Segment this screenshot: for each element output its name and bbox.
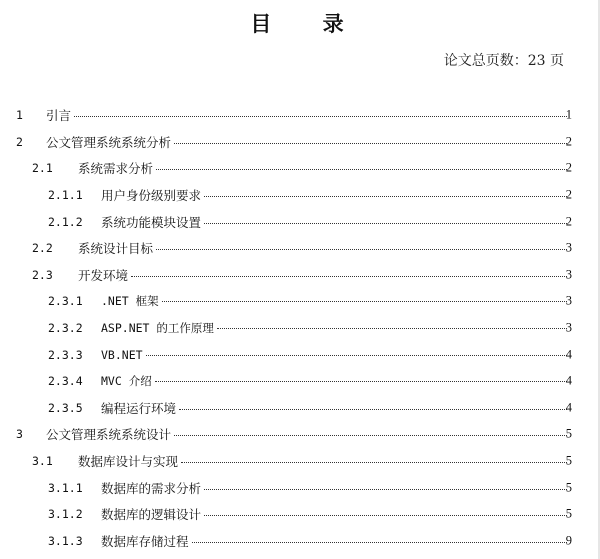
- page-title: 目 录: [250, 11, 366, 36]
- toc-entry-page-number: 2: [565, 214, 572, 229]
- toc-entry-number: 1: [16, 108, 23, 123]
- toc-entry-page-number: 4: [565, 373, 572, 388]
- dot-leader: [156, 169, 567, 170]
- toc-entry-label: 系统设计目标: [78, 241, 154, 257]
- toc-entry-line: [101, 373, 570, 389]
- toc-entry-line: [101, 505, 570, 523]
- toc-entry-page-number: 3: [565, 240, 572, 255]
- dot-leader: [162, 301, 567, 302]
- toc-entry-page-number: 5: [565, 453, 572, 468]
- toc-entry[interactable]: [0, 288, 600, 315]
- toc-entry-label: 编程运行环境: [101, 400, 177, 416]
- toc-entry-number: 2.3.5: [48, 400, 83, 415]
- dot-leader: [131, 276, 567, 277]
- toc-entry-label: 用户身份级别要求: [101, 188, 202, 204]
- toc-entry-page-number: 5: [565, 426, 572, 441]
- toc-entry-page-number: 4: [565, 347, 572, 362]
- toc-entry[interactable]: [0, 129, 600, 156]
- toc-entry-number: 3.1: [32, 454, 53, 469]
- toc-entry-number: 3.1.3: [48, 533, 83, 548]
- toc-entry-page-number: 2: [565, 134, 572, 149]
- dot-leader: [174, 435, 567, 436]
- toc-entry-number: 3: [16, 427, 23, 442]
- total-pages-label: 论文总页数：23 页: [443, 53, 564, 69]
- dot-leader: [156, 249, 567, 250]
- toc-entry-number: 2.2: [32, 241, 53, 256]
- dot-leader: [146, 355, 567, 356]
- toc-entry-label: 开发环境: [78, 267, 129, 283]
- toc-entry-line: [78, 159, 570, 177]
- toc-entry-label: 数据库的逻辑设计: [101, 507, 202, 523]
- toc-entry[interactable]: [0, 501, 600, 528]
- toc-entry-page-number: 5: [565, 480, 572, 495]
- toc-entry-number: 2.3.2: [48, 321, 83, 336]
- toc-entry-number: 2.3.3: [48, 347, 83, 362]
- toc-entry-number: 2.1.1: [48, 188, 83, 203]
- toc-entry-page-number: 5: [565, 506, 572, 521]
- toc-entry-line: [78, 266, 570, 284]
- toc-entry-label: VB.NET: [101, 347, 143, 362]
- toc-entry-number: 2.1: [32, 161, 53, 176]
- toc-entry-number: 2.3.1: [48, 294, 83, 309]
- toc-entry-label: ASP.NET 的工作原理: [101, 321, 214, 336]
- dot-leader: [217, 328, 567, 329]
- toc-entry[interactable]: [0, 235, 600, 262]
- dot-leader: [204, 515, 567, 516]
- dot-leader: [74, 116, 567, 117]
- toc-entry[interactable]: [0, 448, 600, 475]
- dot-leader: [174, 143, 567, 144]
- dot-leader: [179, 409, 567, 410]
- toc-entry[interactable]: [0, 208, 600, 235]
- toc-entry-line: [101, 348, 570, 362]
- toc-entry-line: [78, 452, 570, 470]
- toc-entry-label: MVC 介绍: [101, 374, 152, 389]
- toc-entry-number: 2.3: [32, 267, 53, 282]
- toc-entry-line: [46, 133, 570, 151]
- toc-entry-line: [101, 532, 570, 550]
- toc-entry[interactable]: [0, 262, 600, 289]
- toc-entry-line: [101, 399, 570, 417]
- toc-entry-number: 2.1.2: [48, 214, 83, 229]
- toc-entry[interactable]: [0, 315, 600, 342]
- toc-entry-page-number: 4: [565, 400, 572, 415]
- toc-entry-page-number: 3: [565, 293, 572, 308]
- toc-entry-label: 系统需求分析: [78, 161, 154, 177]
- dot-leader: [155, 381, 567, 382]
- toc-entry-number: 2.3.4: [48, 374, 83, 389]
- dot-leader: [204, 196, 567, 197]
- toc-entry-label: 引言: [46, 108, 72, 124]
- dot-leader: [181, 462, 567, 463]
- toc-entry[interactable]: [0, 155, 600, 182]
- dot-leader: [192, 542, 567, 543]
- toc-entry-label: .NET 框架: [101, 294, 159, 309]
- toc-entry-line: [46, 106, 570, 124]
- toc-entry-line: [78, 239, 570, 257]
- toc-entry-line: [101, 213, 570, 231]
- toc-entry-page-number: 2: [565, 160, 572, 175]
- toc-entry-line: [101, 293, 570, 309]
- toc-entry-label: 公文管理系统系统分析: [46, 134, 172, 150]
- toc-entry-number: 2: [16, 134, 23, 149]
- toc-entry-page-number: 9: [565, 533, 572, 548]
- toc-entry-label: 数据库设计与实现: [78, 454, 179, 470]
- toc-entry-label: 数据库存储过程: [101, 533, 189, 549]
- toc-entry-label: 系统功能模块设置: [101, 214, 202, 230]
- toc-entry-number: 3.1.2: [48, 507, 83, 522]
- dot-leader: [204, 489, 567, 490]
- toc-entry-line: [101, 479, 570, 497]
- toc-entry-page-number: 3: [565, 320, 572, 335]
- toc-entry[interactable]: [0, 474, 600, 501]
- table-of-contents: [0, 102, 600, 554]
- toc-entry-line: [101, 186, 570, 204]
- toc-entry-line: [101, 320, 570, 336]
- toc-entry-label: 公文管理系统系统设计: [46, 427, 172, 443]
- toc-entry[interactable]: [0, 421, 600, 448]
- toc-entry[interactable]: [0, 102, 600, 129]
- toc-entry-page-number: 2: [565, 187, 572, 202]
- toc-entry[interactable]: [0, 528, 600, 555]
- toc-entry[interactable]: [0, 368, 600, 395]
- dot-leader: [204, 223, 567, 224]
- toc-entry-page-number: 3: [565, 267, 572, 282]
- toc-entry[interactable]: [0, 182, 600, 209]
- toc-entry-page-number: 1: [565, 107, 572, 122]
- toc-entry[interactable]: [0, 341, 600, 368]
- toc-entry-line: [46, 425, 570, 443]
- toc-entry-number: 3.1.1: [48, 480, 83, 495]
- toc-entry[interactable]: [0, 395, 600, 422]
- toc-entry-label: 数据库的需求分析: [101, 480, 202, 496]
